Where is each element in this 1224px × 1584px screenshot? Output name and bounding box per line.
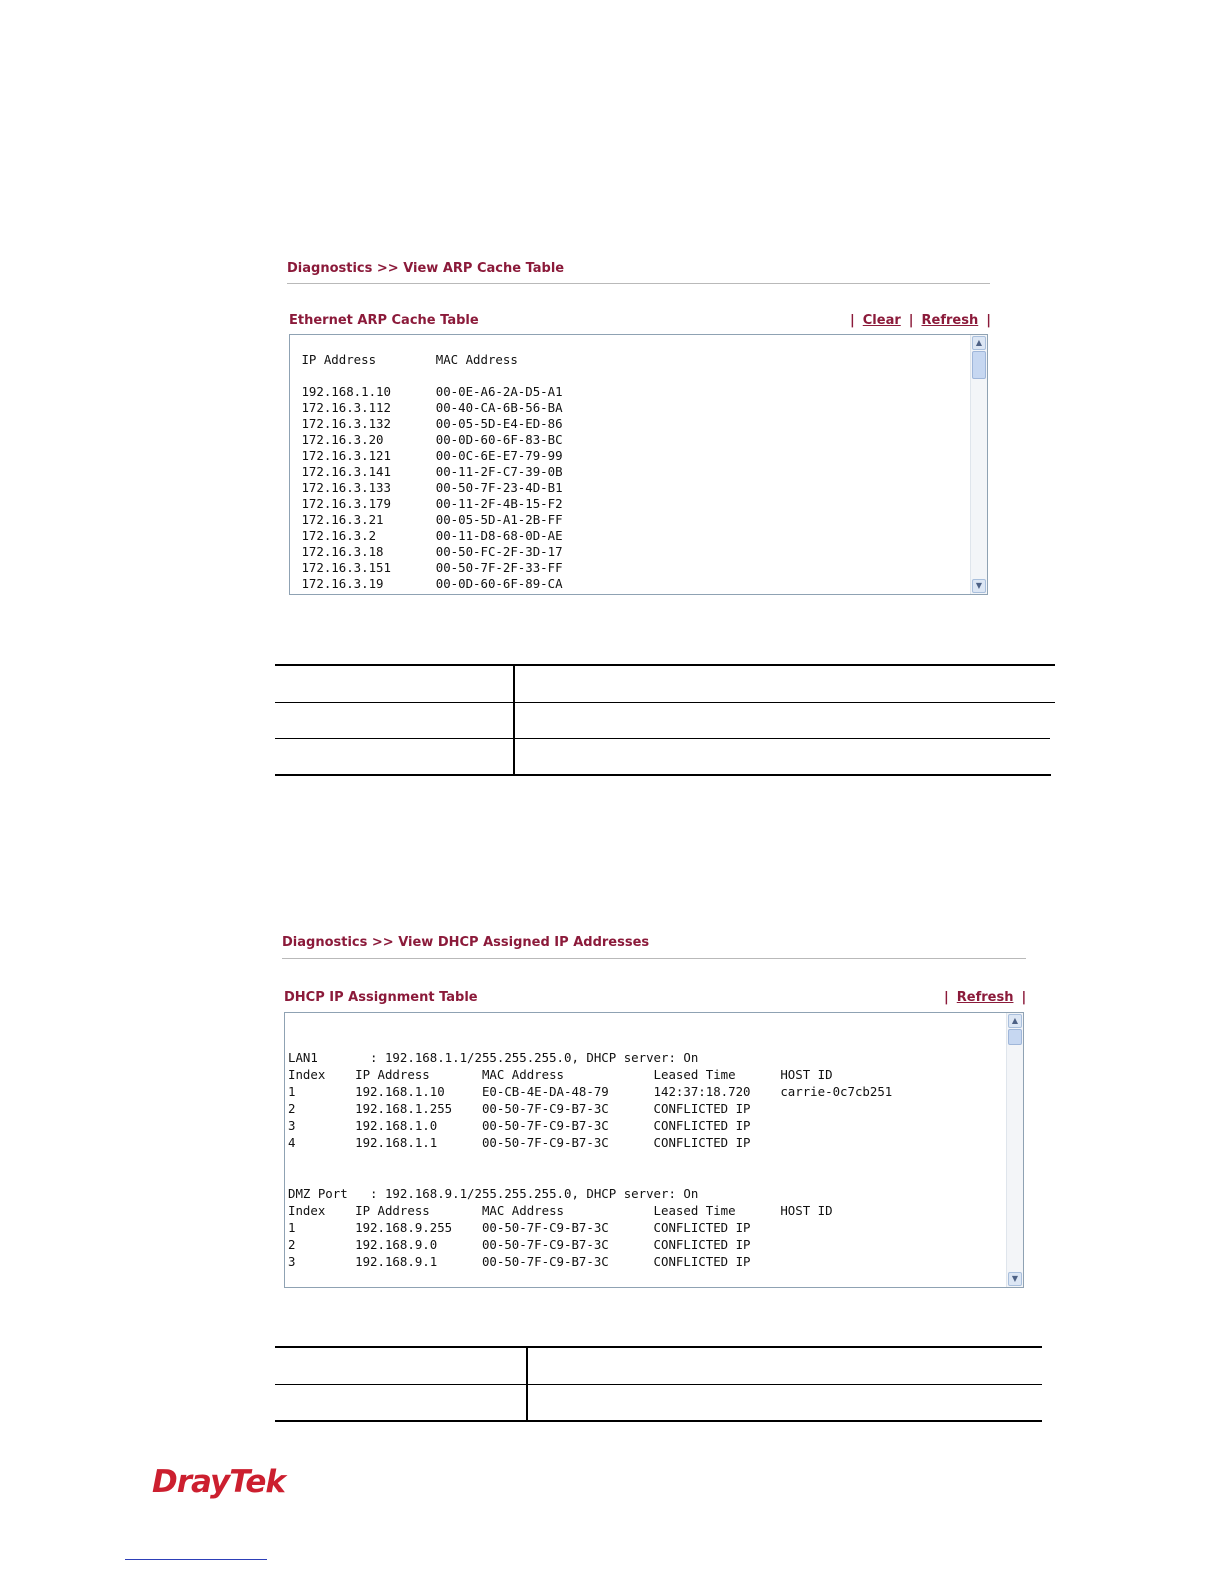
separator: |	[1021, 990, 1027, 1005]
table-rule	[275, 1384, 1042, 1385]
table-rule	[275, 1420, 1042, 1422]
scroll-down-icon[interactable]: ▼	[972, 579, 986, 593]
table-rule	[275, 738, 1050, 739]
arp-table-title: Ethernet ARP Cache Table	[289, 313, 479, 328]
scroll-thumb[interactable]	[972, 351, 986, 379]
table-rule	[275, 774, 1051, 776]
table-rule	[275, 664, 1055, 666]
separator: |	[944, 990, 949, 1005]
refresh-link[interactable]: Refresh	[956, 990, 1014, 1005]
refresh-link[interactable]: Refresh	[921, 313, 979, 328]
table-rule	[275, 702, 1055, 703]
dhcp-assignment-content: LAN1 : 192.168.1.1/255.255.255.0, DHCP server: On Index IP Address MAC Address Leased Time HOST ID 1 192.168.1.10 E0-CB-4E-DA-48-79 142:37:18.720 carrie-0c7cb251 2 192.168.1.255 00-50-7F-C9-B7-3C CONFLICTED IP 3 192.168.1.0 00-50-7F-C9-B7-3C CONFLICTED IP 4 192.168.1.1 00-50-7F-C9-B7-3C CONFLICTED IP DMZ Port : 192.168.9.1/255.255.255.0, DHCP server: On Index IP Address MAC Address Leased Time HOST ID 1 192.168.9.255 00-50-7F-C9-B7-3C CONFLICTED IP 2 192.168.9.0 00-50-7F-C9-B7-3C CONFLICTED IP 3 192.168.9.1 00-50-7F-C9-B7-3C CONFLICTED IP	[288, 1050, 893, 1269]
scroll-thumb[interactable]	[1008, 1029, 1022, 1045]
arp-cache-content: IP Address MAC Address 192.168.1.10 00-0E-A6-2A-D5-A1 172.16.3.112 00-40-CA-6B-56-BA 172.16.3.132 00-05-5D-E4-ED-86 172.16.3.20 00-0D-60-6F-83-BC 172.16.3.121 00-0C-6E-E7-79-99 172.16.3.141 00-11-2F-C7-39-0B 172.16.3.133 00-50-7F-23-4D-B1 172.16.3.179 00-11-2F-4B-15-F2 172.16.3.21 00-05-5D-A1-2B-FF 172.16.3.2 00-11-D8-68-0D-AE 172.16.3.18 00-50-FC-2F-3D-17 172.16.3.151 00-50-7F-2F-33-FF 172.16.3.19 00-0D-60-6F-89-CA	[301, 352, 563, 591]
scroll-up-icon[interactable]: ▲	[972, 336, 986, 350]
draytek-logo: DrayTek	[152, 1464, 285, 1500]
separator: |	[908, 313, 914, 328]
arp-breadcrumb: Diagnostics >> View ARP Cache Table	[287, 261, 565, 276]
scroll-up-icon[interactable]: ▲	[1008, 1014, 1022, 1028]
table-rule	[275, 1346, 1042, 1348]
separator: |	[850, 313, 855, 328]
table-column-divider	[526, 1346, 528, 1422]
clear-link[interactable]: Clear	[862, 313, 901, 328]
vertical-scrollbar[interactable]	[970, 335, 987, 594]
arp-actions	[850, 313, 991, 328]
vertical-scrollbar[interactable]	[1006, 1013, 1023, 1287]
separator: |	[986, 313, 991, 328]
footer-divider	[125, 1559, 267, 1560]
table-column-divider	[513, 664, 515, 776]
dhcp-table-title: DHCP IP Assignment Table	[284, 990, 478, 1005]
dhcp-assignment-textarea[interactable]	[284, 1012, 1024, 1288]
dhcp-breadcrumb-divider	[282, 958, 1026, 959]
dhcp-actions	[944, 990, 1026, 1005]
scroll-down-icon[interactable]: ▼	[1008, 1272, 1022, 1286]
arp-cache-textarea[interactable]	[289, 334, 988, 595]
dhcp-breadcrumb: Diagnostics >> View DHCP Assigned IP Addresses	[282, 935, 650, 950]
arp-breadcrumb-divider	[287, 283, 990, 284]
